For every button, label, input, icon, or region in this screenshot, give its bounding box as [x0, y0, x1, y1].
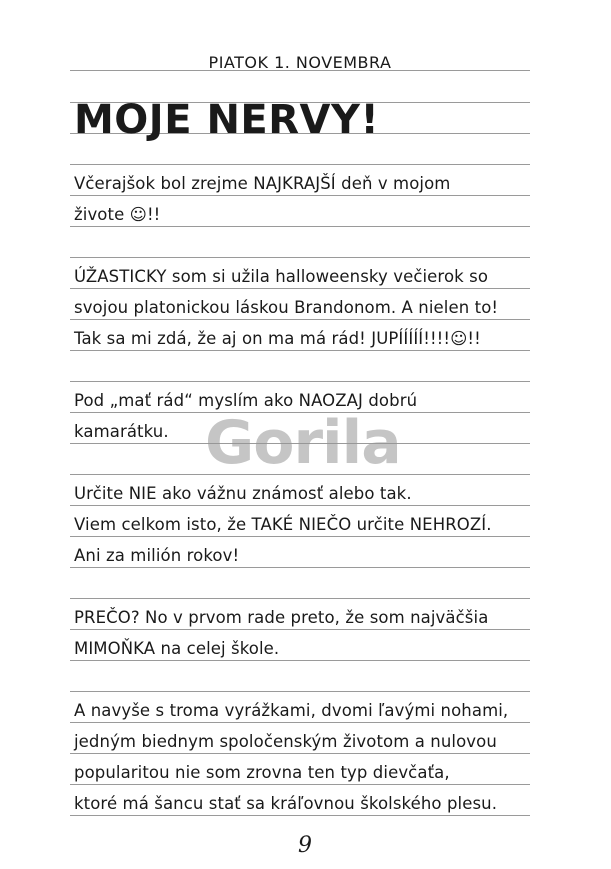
- text-line: jedným biednym spoločenským životom a nulovou: [74, 732, 497, 751]
- text-line: Pod „mať rád“ myslím ako NAOZAJ dobrú: [74, 391, 418, 410]
- ruled-line: [70, 753, 530, 754]
- ruled-line: [70, 691, 530, 692]
- text-line: Tak sa mi zdá, že aj on ma má rád! JUPÍÍÍÍÍ!!!!☺!!: [74, 329, 481, 348]
- text-line: Ani za milión rokov!: [74, 546, 240, 565]
- ruled-line: [70, 660, 530, 661]
- ruled-line: [70, 567, 530, 568]
- page-number: 9: [298, 833, 312, 858]
- text-line: Viem celkom isto, že TAKÉ NIEČO určite NEHROZÍ.: [74, 515, 492, 534]
- text-line: živote ☺!!: [74, 205, 161, 224]
- text-line: Včerajšok bol zrejme NAJKRAJŠÍ deň v mojom: [74, 174, 451, 193]
- ruled-line: [70, 381, 530, 382]
- ruled-line: [70, 629, 530, 630]
- ruled-line: [70, 226, 530, 227]
- ruled-line: [70, 257, 530, 258]
- ruled-line: [70, 598, 530, 599]
- text-line: popularitou nie som zrovna ten typ dievčaťa,: [74, 763, 450, 782]
- ruled-line: [70, 288, 530, 289]
- text-line: kamarátku.: [74, 422, 169, 441]
- text-line: MIMOŇKA na celej škole.: [74, 639, 280, 658]
- page-date-header: PIATOK 1. NOVEMBRA: [208, 53, 392, 72]
- ruled-line: [70, 784, 530, 785]
- ruled-line: [70, 815, 530, 816]
- text-line: Určite NIE ako vážnu známosť alebo tak.: [74, 484, 412, 503]
- ruled-line: [70, 319, 530, 320]
- ruled-line: [70, 722, 530, 723]
- ruled-line: [70, 350, 530, 351]
- ruled-line: [70, 536, 530, 537]
- text-line: svojou platonickou láskou Brandonom. A nielen to!: [74, 298, 499, 317]
- text-line: ktoré má šancu stať sa kráľovnou školského plesu.: [74, 794, 498, 813]
- text-line: PREČO? No v prvom rade preto, že som najväčšia: [74, 608, 489, 627]
- page-title: MOJE NERVY!: [74, 97, 380, 143]
- ruled-line: [70, 164, 530, 165]
- watermark-logo: Gorila: [205, 408, 401, 478]
- text-line: ÚŽASTICKY som si užila halloweensky večierok so: [74, 267, 489, 286]
- text-line: A navyše s troma vyrážkami, dvomi ľavými nohami,: [74, 701, 509, 720]
- ruled-line: [70, 195, 530, 196]
- ruled-line: [70, 505, 530, 506]
